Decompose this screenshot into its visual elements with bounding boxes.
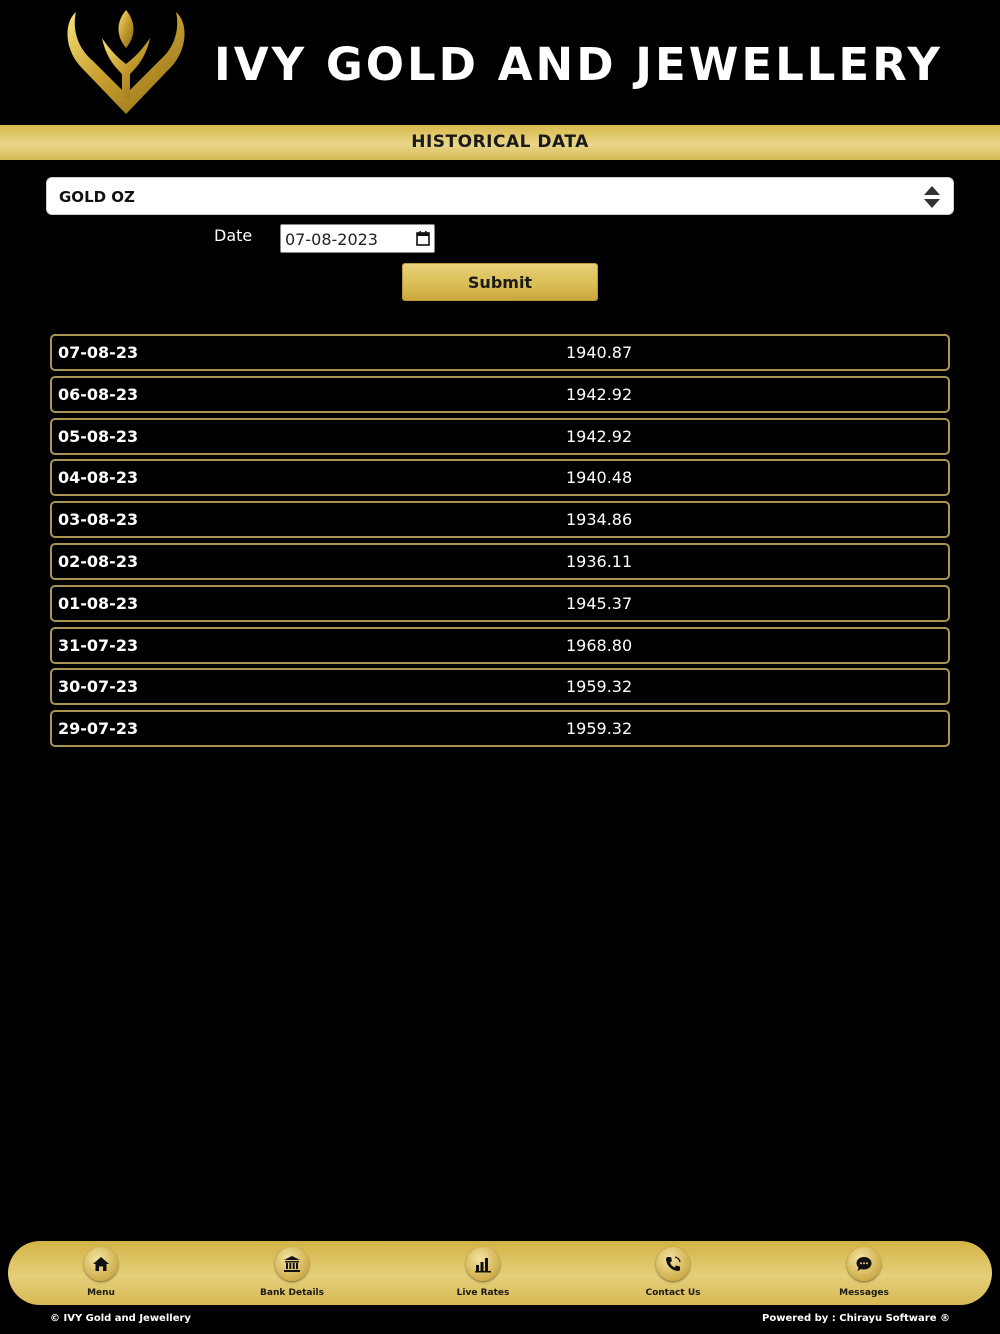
row-value: 1940.48 [566, 468, 633, 488]
nav-contact-circle [656, 1247, 690, 1281]
list-item [50, 376, 950, 413]
app-header [0, 0, 1000, 125]
commodity-select[interactable] [46, 177, 954, 215]
row-value: 1945.37 [566, 593, 633, 613]
list-item [50, 585, 950, 622]
row-value: 1968.80 [566, 635, 633, 655]
bottom-nav [8, 1241, 992, 1305]
list-item [50, 501, 950, 538]
nav-bank-details[interactable] [227, 1241, 357, 1305]
row-value: 1942.92 [566, 384, 633, 404]
nav-messages[interactable] [799, 1241, 929, 1305]
row-value: 1959.32 [566, 677, 633, 697]
bar-chart-icon [474, 1255, 492, 1273]
select-arrows-icon [923, 185, 941, 209]
bank-icon [283, 1255, 301, 1273]
row-value: 1934.86 [566, 510, 633, 530]
date-input-value: 07-08-2023 [285, 230, 378, 249]
row-value: 1940.87 [566, 343, 633, 362]
footer-powered-by[interactable]: Powered by : Chirayu Software ® [762, 1313, 950, 1324]
nav-bank-circle [275, 1247, 309, 1281]
row-date: 03-08-23 [58, 510, 139, 530]
nav-label: Bank Details [260, 1288, 324, 1298]
chat-bubble-icon [855, 1255, 873, 1273]
nav-label: Live Rates [456, 1288, 510, 1298]
list-item [50, 710, 950, 747]
page-title: HISTORICAL DATA [0, 125, 1000, 160]
row-date: 29-07-23 [58, 719, 139, 739]
nav-contact-us[interactable] [608, 1241, 738, 1305]
row-date: 07-08-23 [58, 343, 139, 362]
date-input[interactable] [280, 224, 435, 253]
row-value: 1942.92 [566, 426, 633, 446]
row-date: 04-08-23 [58, 468, 139, 488]
row-value: 1959.32 [566, 719, 633, 739]
row-date: 06-08-23 [58, 384, 139, 404]
list-item [50, 627, 950, 664]
row-date: 02-08-23 [58, 551, 139, 571]
list-item [50, 418, 950, 455]
row-date: 01-08-23 [58, 593, 139, 613]
brand-name: IVY GOLD AND JEWELLERY [214, 38, 943, 91]
row-date: 30-07-23 [58, 677, 139, 697]
date-label: Date [214, 226, 253, 245]
ivy-logo-icon [62, 8, 190, 118]
history-list [50, 334, 950, 752]
list-item [50, 334, 950, 371]
row-value: 1936.11 [566, 551, 633, 571]
home-icon [92, 1255, 110, 1273]
nav-label: Contact Us [645, 1288, 701, 1298]
row-date: 31-07-23 [58, 635, 139, 655]
footer-copyright: © IVY Gold and Jewellery [50, 1313, 191, 1324]
nav-menu[interactable] [36, 1241, 166, 1305]
commodity-select-value: GOLD OZ [59, 188, 135, 206]
submit-button[interactable]: Submit [402, 263, 598, 301]
nav-label: Menu [87, 1288, 115, 1298]
nav-live-rates-circle [466, 1247, 500, 1281]
nav-live-rates[interactable] [418, 1241, 548, 1305]
nav-label: Messages [839, 1288, 889, 1298]
phone-icon [664, 1255, 682, 1273]
nav-menu-circle [84, 1247, 118, 1281]
list-item [50, 543, 950, 580]
calendar-icon[interactable] [416, 231, 430, 246]
nav-messages-circle [847, 1247, 881, 1281]
list-item [50, 668, 950, 705]
list-item [50, 459, 950, 496]
row-date: 05-08-23 [58, 426, 139, 446]
